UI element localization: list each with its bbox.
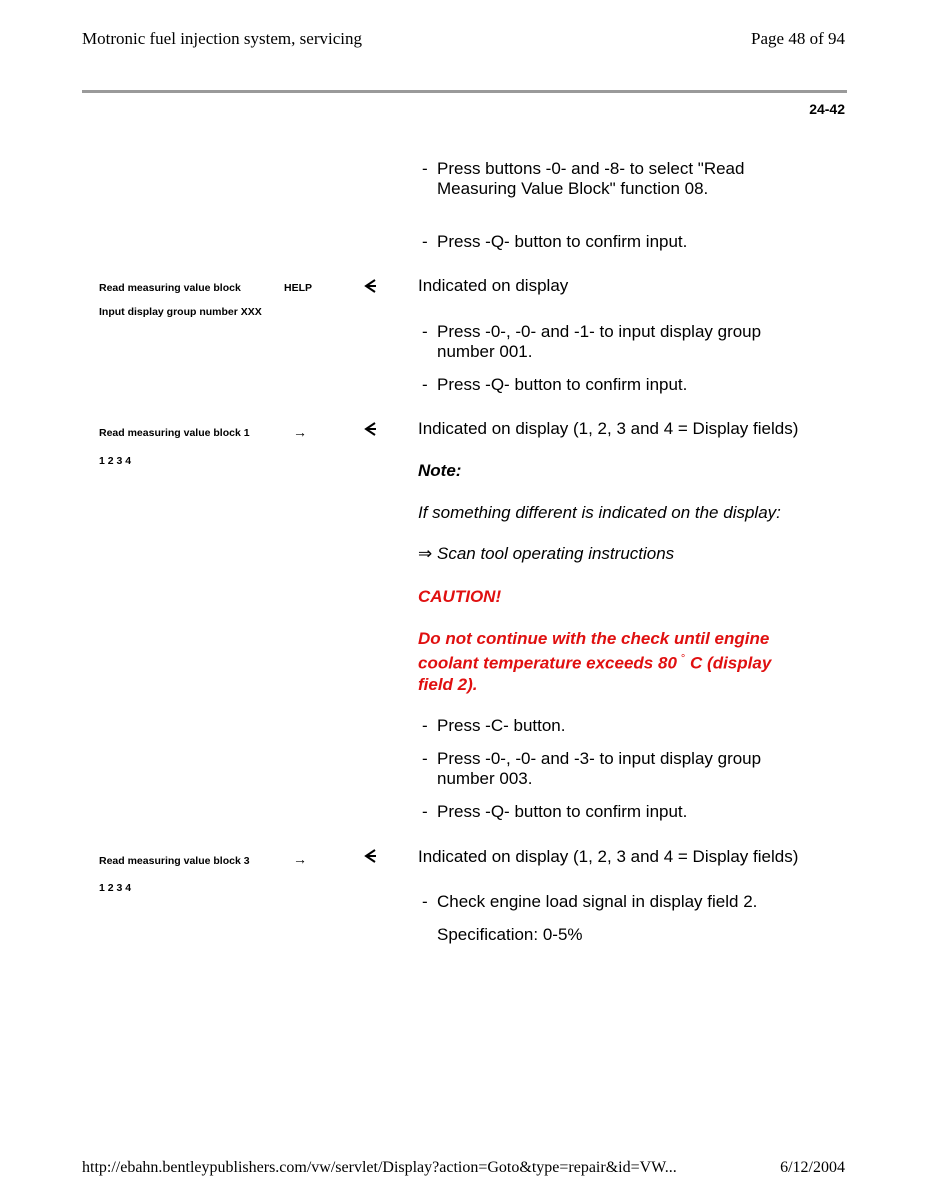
display-text-line1: Read measuring value block xyxy=(99,282,241,294)
degree-symbol: ° xyxy=(680,653,686,665)
step-confirm-input: - Press -Q- button to confirm input. xyxy=(422,375,688,394)
reference-arrow-icon: ⇒ xyxy=(418,544,433,563)
step-press-c: - Press -C- button. xyxy=(422,716,566,735)
reference-text: Scan tool operating instructions xyxy=(436,544,675,563)
footer-date: 6/12/2004 xyxy=(780,1159,845,1176)
display-fields-line: 1 2 3 4 xyxy=(99,882,132,894)
display-pointer-icon xyxy=(362,278,378,294)
caution-text: Do not continue with the check until engine coolant temperature exceeds 80 ° C (display field 2). xyxy=(418,629,772,694)
header-divider xyxy=(82,90,847,93)
bullet-dash: - xyxy=(422,159,428,178)
step-check-load-signal: - Check engine load signal in display field 2. xyxy=(422,892,758,911)
display-text-line2: Input display group number XXX xyxy=(99,306,262,318)
document-title: Motronic fuel injection system, servicing xyxy=(82,29,362,48)
right-arrow-icon: → xyxy=(293,851,307,867)
display-fields-line: 1 2 3 4 xyxy=(99,455,132,467)
display-text-line1: Read measuring value block 1 xyxy=(99,427,250,439)
note-label: Note: xyxy=(418,461,462,480)
right-arrow-icon: → xyxy=(293,424,307,440)
step-confirm-input: - Press -Q- button to confirm input. xyxy=(422,232,688,251)
footer-url[interactable]: http://ebahn.bentleypublishers.com/vw/servlet/Display?action=Goto&type=repair&id=VW... xyxy=(82,1159,677,1176)
step-input-group-003: - Press -0-, -0- and -3- to input display group number 003. xyxy=(422,749,762,788)
display-text-line1: Read measuring value block 3 xyxy=(99,855,250,867)
section-page-number: 24-42 xyxy=(809,101,845,117)
indicated-on-display: Indicated on display (1, 2, 3 and 4 = Display fields) xyxy=(418,419,799,438)
reference-link[interactable] xyxy=(418,544,674,564)
indicated-on-display: Indicated on display xyxy=(418,276,569,295)
display-pointer-icon xyxy=(362,848,378,864)
step-select-function: - Press buttons -0- and -8- to select "Read Measuring Value Block" function 08. xyxy=(422,159,745,198)
indicated-on-display: Indicated on display (1, 2, 3 and 4 = Display fields) xyxy=(418,847,799,866)
specification-text: Specification: 0-5% xyxy=(437,925,583,944)
note-text: If something different is indicated on the display: xyxy=(418,503,781,522)
step-input-group-001: - Press -0-, -0- and -1- to input display group number 001. xyxy=(422,322,762,361)
step-confirm-input: - Press -Q- button to confirm input. xyxy=(422,802,688,821)
display-help-text: HELP xyxy=(284,282,313,294)
page-indicator: Page 48 of 94 xyxy=(751,29,845,48)
display-pointer-icon xyxy=(362,421,378,437)
caution-label: CAUTION! xyxy=(418,587,502,606)
